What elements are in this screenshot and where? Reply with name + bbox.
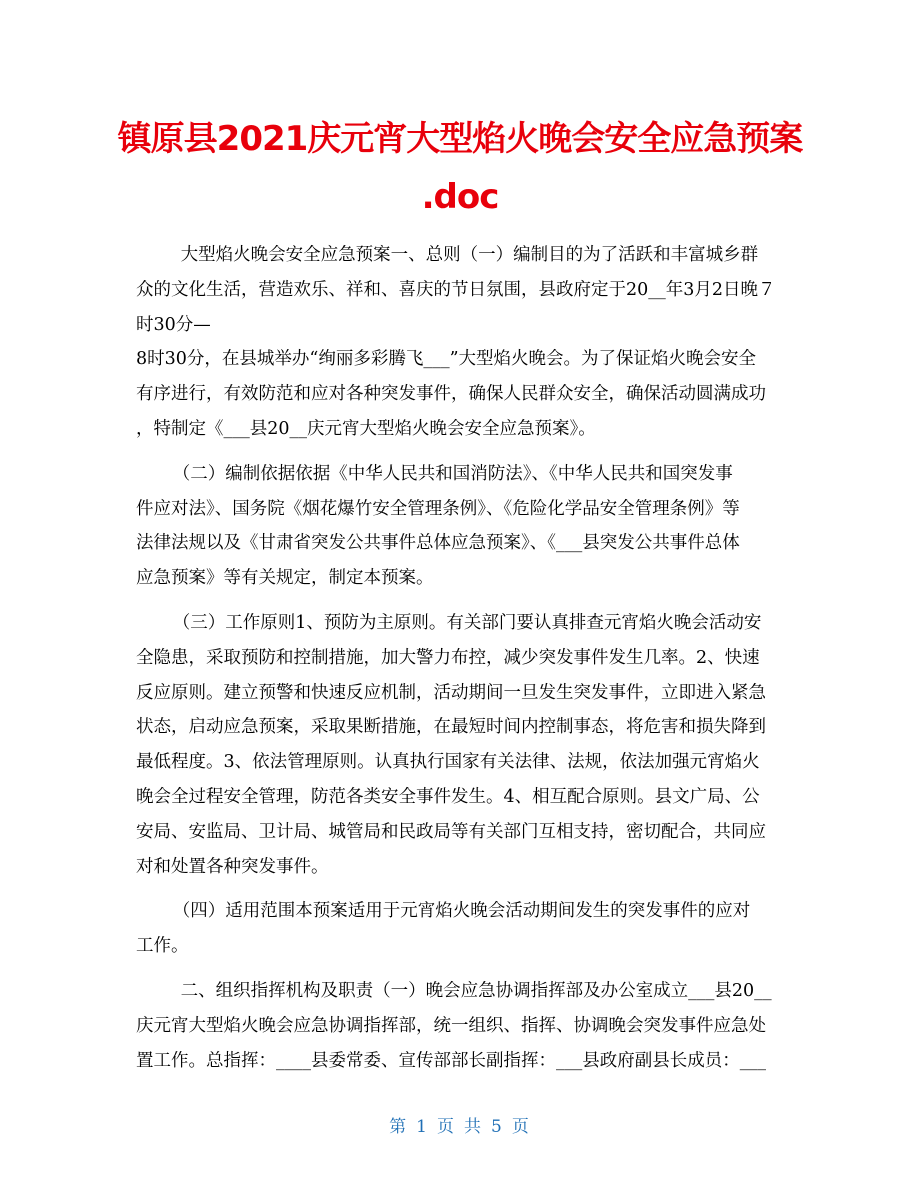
title-line-2: .doc bbox=[421, 177, 499, 217]
footer-label-page: 第 bbox=[389, 1117, 409, 1137]
document-title bbox=[100, 110, 820, 226]
text-line: 安局、安监局、卫计局、城管局和民政局等有关部门互相支持，密切配合，共同应 bbox=[136, 821, 766, 842]
text-line: 置工作。总指挥：____县委常委、宣传部部长副指挥：___县政府副县长成员：___ bbox=[136, 1050, 766, 1071]
text-line: 庆元宵大型焰火晚会应急协调指挥部，统一组织、指挥、协调晚会突发事件应急处 bbox=[136, 1015, 766, 1036]
paragraph-2 bbox=[136, 457, 786, 596]
text-line: 有序进行，有效防范和应对各种突发事件，确保人民群众安全，确保活动圆满成功 bbox=[136, 384, 766, 405]
text-line: 对和处置各种突发事件。 bbox=[136, 856, 329, 877]
title-line-1: 镇原县2021庆元宵大型焰火晚会安全应急预案 bbox=[117, 119, 803, 159]
paragraph-3 bbox=[136, 606, 786, 884]
text-line: ，特制定《___县20__庆元宵大型焰火晚会安全应急预案》。 bbox=[136, 418, 596, 439]
text-line: （二）编制依据依据《中华人民共和国消防法》、《中华人民共和国突发事 bbox=[172, 463, 733, 484]
text-line: 反应原则。建立预警和快速反应机制，活动期间一旦发生突发事件，立即进入紧急 bbox=[136, 682, 766, 703]
total-page-number: 5 bbox=[491, 1117, 504, 1137]
text-line: 大型焰火晚会安全应急预案一、总则（一）编制目的为了活跃和丰富城乡群 bbox=[180, 245, 759, 265]
footer-label-total: 共 bbox=[464, 1117, 483, 1137]
text-line: 最低程度。3、依法管理原则。认真执行国家有关法律、法规，依法加强元宵焰火 bbox=[136, 752, 760, 773]
text-line: 二、组织指挥机构及职责（一）晚会应急协调指挥部及办公室成立___县20__ bbox=[180, 980, 772, 1001]
text-line: （三）工作原则1、预防为主原则。有关部门要认真排查元宵焰火晚会活动安 bbox=[172, 612, 762, 633]
text-line: 状态，启动应急预案，采取果断措施，在最短时间内控制事态，将危害和损失降到 bbox=[136, 717, 766, 738]
text-line: 时30分— bbox=[136, 314, 211, 335]
footer-label-end: 页 bbox=[511, 1117, 531, 1137]
paragraph-4 bbox=[136, 894, 786, 964]
current-page-number: 1 bbox=[416, 1117, 429, 1137]
document-body bbox=[136, 238, 786, 1078]
text-line: 工作。 bbox=[136, 936, 189, 957]
page-number-footer bbox=[0, 1112, 920, 1137]
paragraph-5 bbox=[136, 974, 786, 1078]
text-line: 8时30分，在县城举办“绚丽多彩腾飞___”大型焰火晚会。为了保证焰火晚会安全 bbox=[136, 349, 757, 370]
text-line: 法律法规以及《甘肃省突发公共事件总体应急预案》、《___县突发公共事件总体 bbox=[136, 533, 740, 554]
text-line: （四）适用范围本预案适用于元宵焰火晚会活动期间发生的突发事件的应对 bbox=[172, 901, 751, 922]
text-line: 晚会全过程安全管理，防范各类安全事件发生。4、相互配合原则。县文广局、公 bbox=[136, 786, 760, 807]
footer-label-of: 页 bbox=[437, 1117, 456, 1137]
text-line: 全隐患，采取预防和控制措施，加大警力布控，减少突发事件发生几率。2、快速 bbox=[136, 647, 760, 668]
text-line: 应急预案》等有关规定，制定本预案。 bbox=[136, 568, 434, 589]
text-line: 众的文化生活，营造欢乐、祥和、喜庆的节日氛围，县政府定于20__年3月2日晚７ bbox=[136, 279, 776, 300]
text-line: 件应对法》、国务院《烟花爆竹安全管理条例》、《危险化学品安全管理条例》等 bbox=[136, 498, 740, 519]
paragraph-1 bbox=[136, 238, 786, 447]
